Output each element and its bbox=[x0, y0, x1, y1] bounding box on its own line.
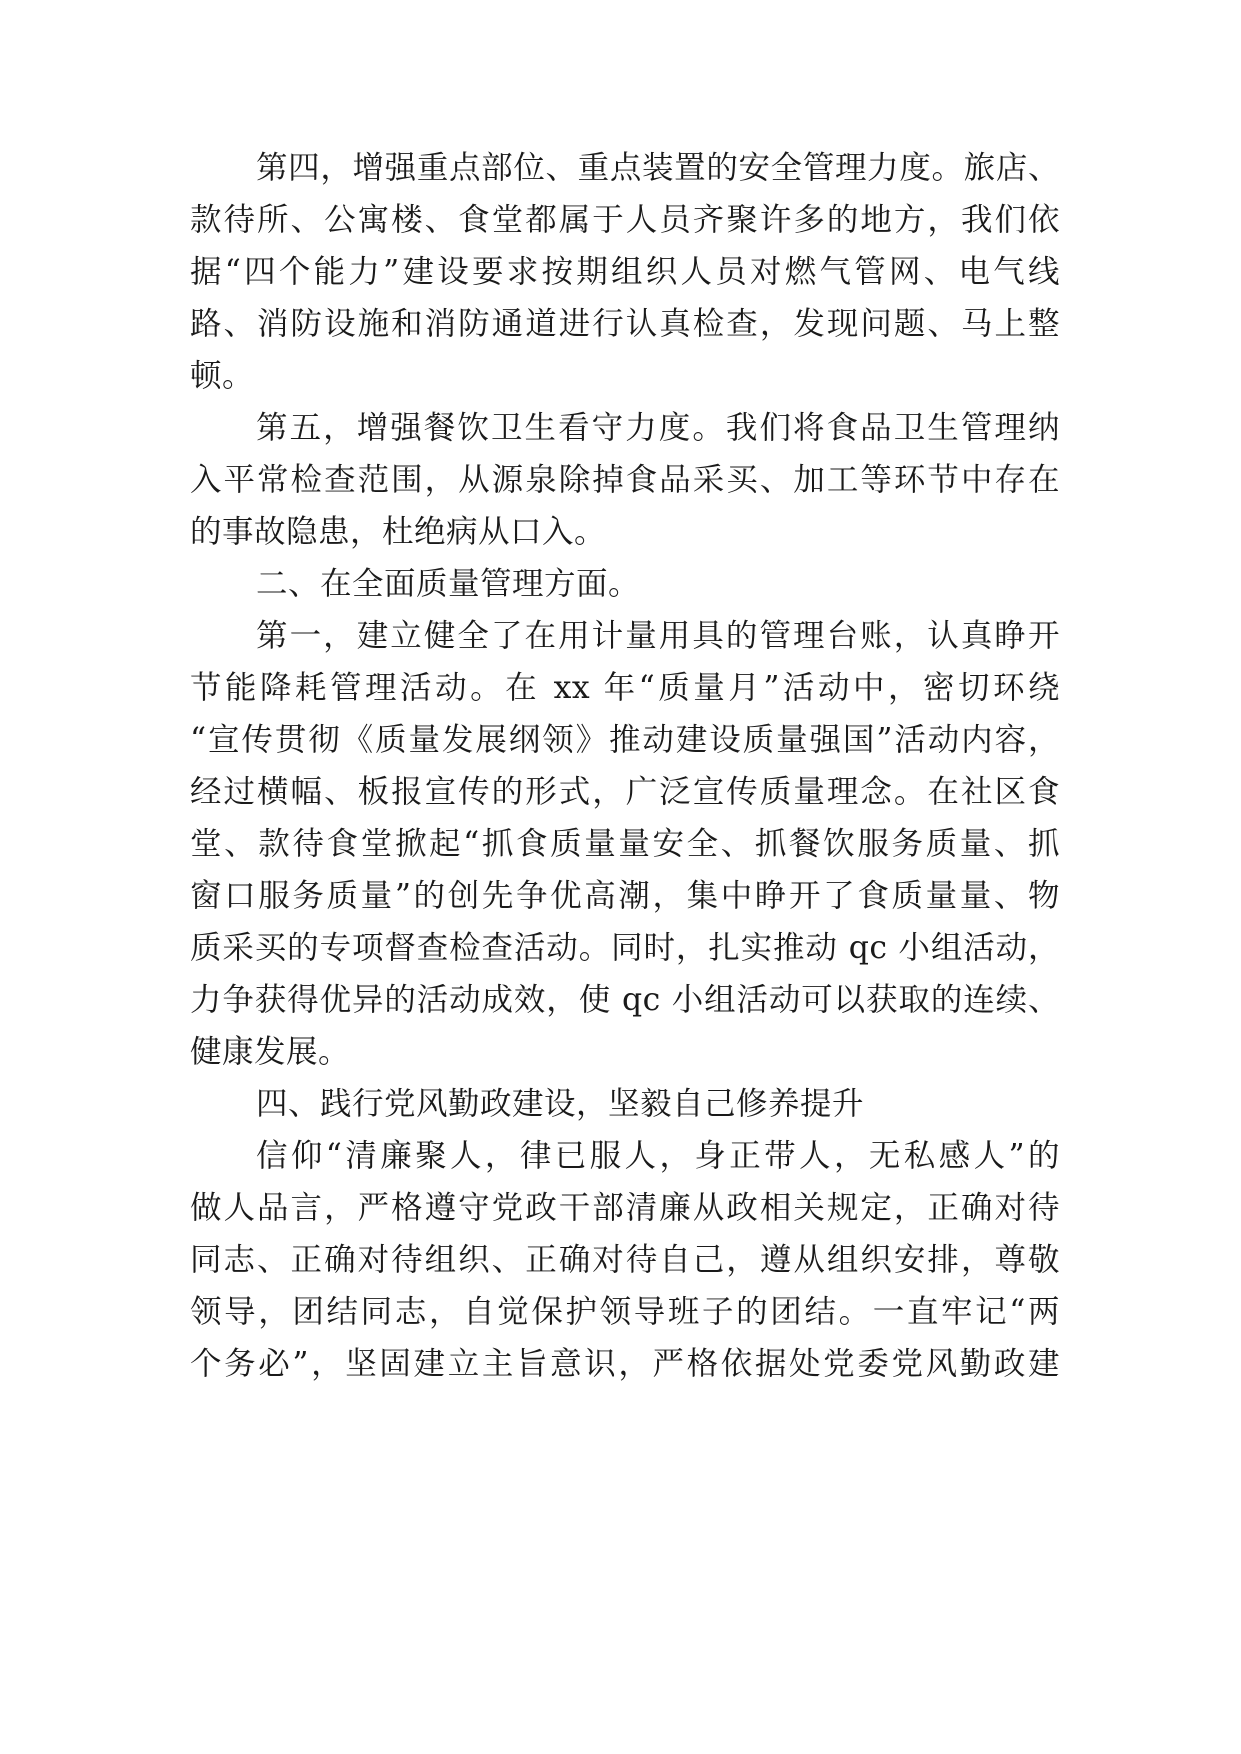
paragraph-line: 的事故隐患，杜绝病从口入。 bbox=[190, 514, 607, 550]
paragraph-line: 信仰“清廉聚人，律已服人，身正带人，无私感人”的 bbox=[256, 1138, 1060, 1174]
paragraph-line: 路、消防设施和消防通道进行认真检查，发现问题、马上整 bbox=[190, 306, 1060, 342]
paragraph-line: 健康发展。 bbox=[190, 1034, 351, 1070]
paragraph-line: 窗口服务质量”的创先争优高潮，集中睁开了食质量量、物 bbox=[190, 878, 1060, 914]
paragraph-line: 堂、款待食堂掀起“抓食质量量安全、抓餐饮服务质量、抓 bbox=[190, 826, 1060, 862]
paragraph-line: 第四，增强重点部位、重点装置的安全管理力度。旅店、 bbox=[256, 150, 1060, 186]
paragraph-line: 经过横幅、板报宣传的形式，广泛宣传质量理念。在社区食 bbox=[190, 774, 1060, 810]
section-heading: 二、在全面质量管理方面。 bbox=[256, 566, 641, 602]
paragraph-line: 领导，团结同志，自觉保护领导班子的团结。一直牢记“两 bbox=[190, 1294, 1060, 1330]
paragraph-line: 第一，建立健全了在用计量用具的管理台账，认真睁开 bbox=[256, 618, 1060, 654]
paragraph-line: “宣传贯彻《质量发展纲领》推动建设质量强国”活动内容， bbox=[190, 722, 1060, 758]
paragraph-line: 节能降耗管理活动。在 xx 年“质量月”活动中，密切环绕 bbox=[190, 670, 1060, 706]
paragraph-line: 款待所、公寓楼、食堂都属于人员齐聚许多的地方，我们依 bbox=[190, 202, 1060, 238]
paragraph-line: 同志、正确对待组织、正确对待自己，遵从组织安排，尊敬 bbox=[190, 1242, 1060, 1278]
paragraph-line: 质采买的专项督查检查活动。同时，扎实推动 qc 小组活动， bbox=[190, 930, 1060, 966]
paragraph-line: 做人品言，严格遵守党政干部清廉从政相关规定，正确对待 bbox=[190, 1190, 1060, 1226]
paragraph-line: 入平常检查范围，从源泉除掉食品采买、加工等环节中存在 bbox=[190, 462, 1060, 498]
paragraph-line: 个务必”，坚固建立主旨意识，严格依据处党委党风勤政建 bbox=[190, 1346, 1060, 1382]
paragraph-line: 力争获得优异的活动成效，使 qc 小组活动可以获取的连续、 bbox=[190, 982, 1060, 1018]
paragraph-line: 第五，增强餐饮卫生看守力度。我们将食品卫生管理纳 bbox=[256, 410, 1060, 446]
paragraph-line: 据“四个能力”建设要求按期组织人员对燃气管网、电气线 bbox=[190, 254, 1060, 290]
paragraph-line: 顿。 bbox=[190, 358, 255, 394]
section-heading: 四、践行党风勤政建设，坚毅自己修养提升 bbox=[256, 1086, 865, 1122]
